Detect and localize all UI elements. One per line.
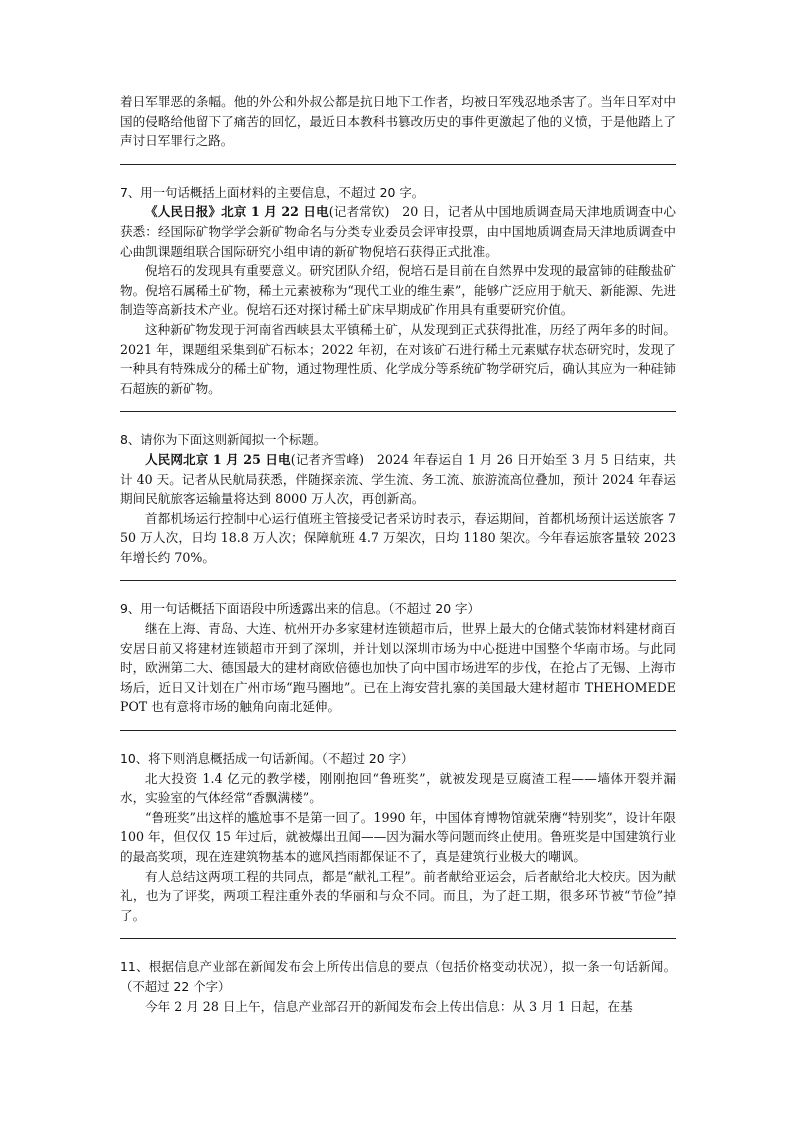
question-10-prompt: 10、将下则消息概括成一句话新闻。（不超过 20 字）: [120, 751, 414, 767]
question-10-paragraph-1: 北大投资 1.4 亿元的教学楼，刚刚抱回“鲁班奖”，就被发现是豆腐渣工程——墙体开裂并漏水，实验室的气体经常“香飘满楼”。: [120, 770, 676, 806]
question-8-paragraph-1: [120, 450, 676, 509]
question-9-paragraph-1: 继在上海、青岛、大连、杭州开办多家建材连锁超市后，世界上最大的仓储式装饰材料建材商百安居日前又将建材连锁超市开到了深圳，并计划以深圳市场为中心挺进中国整个华南市场。与此同时，欧洲第二大、德国最大的建材商欧倍德也加快了向中国市场进军的步伐，在抢占了无锡、上海市场后，近日又计划在广州市场“跑马圈地”。已在上海安营扎寨的美国最大建材超市 THEHOMEDEPOT 也有意将市场的触角向南北延伸。: [120, 621, 676, 715]
question-7: [120, 183, 676, 399]
question-10-paragraph-2: “鲁班奖”出这样的尴尬事不是第一回了。1990 年，中国体育博物馆就荣膺“特别奖”，设计年限 100 年，但仅仅 15 年过后，就被爆出丑闻——因为漏水等问题而终止使用。鲁班奖是中国建筑行业的最高奖项，现在连建筑物基本的遮风挡雨都保证不了，真是建筑行业极大的嘲讽。: [120, 809, 676, 864]
question-8-paragraph-2: 首都机场运行控制中心运行值班主管接受记者采访时表示，春运期间，首都机场预计运送旅客 750 万人次，日均 18.8 万人次；保障航班 4.7 万架次，日均 1180 架次。今年春运旅客量较 2023 年增长约 70%。: [120, 510, 676, 565]
question-7-paragraph-3: 这种新矿物发现于河南省西峡县太平镇稀土矿，从发现到正式获得批准，历经了两年多的时间。2021 年，课题组采集到矿石标本；2022 年初，在对该矿石进行稀土元素赋存状态研究时，发现了一种具有特殊成分的稀土矿物，通过物理性质、化学成分等系统矿物学研究后，确认其应为一种硅铈石超族的新矿物。: [120, 321, 676, 396]
question-11: [120, 957, 676, 1016]
divider: [120, 580, 676, 581]
news-dateline: 人民网北京 1 月 25 日电: [145, 451, 291, 467]
divider: [120, 730, 676, 731]
question-9: [120, 599, 676, 717]
question-8: [120, 430, 676, 567]
question-7-paragraph-1: [120, 202, 676, 261]
question-7-paragraph-2: 倪培石的发现具有重要意义。研究团队介绍，倪培石是目前在自然界中发现的最富铈的硅酸盐矿物。倪培石属稀土矿物，稀土元素被称为“现代工业的维生素”，能够广泛应用于航天、新能源、先进制造等高新技术产业。倪培石还对探讨稀土矿床早期成矿作用具有重要研究价值。: [120, 263, 676, 318]
divider: [120, 938, 676, 939]
question-7-prompt: 7、用一句话概括上面材料的主要信息，不超过 20 字。: [120, 184, 425, 200]
news-dateline: 《人民日报》北京 1 月 22 日电: [145, 204, 329, 220]
intro-paragraph: 着日军罪恶的条幅。他的外公和外叔公都是抗日地下工作者，均被日军残忍地杀害了。当年日军对中国的侵略给他留下了痛苦的回忆，最近日本教科书篡改历史的事件更激起了他的义愤，于是他踏上了声讨日军罪行之路。: [120, 94, 676, 149]
divider: [120, 164, 676, 165]
question-8-prompt: 8、请你为下面这则新闻拟一个标题。: [120, 432, 327, 448]
intro-section: [120, 92, 676, 151]
question-9-prompt: 9、用一句话概括下面语段中所透露出来的信息。（不超过 20 字）: [120, 601, 480, 617]
question-11-paragraph-1: 今年 2 月 28 日上午，信息产业部召开的新闻发布会上传出信息：从 3 月 1 日起，在基: [145, 998, 633, 1014]
question-10-paragraph-3: 有人总结这两项工程的共同点，都是“献礼工程”。前者献给亚运会，后者献给北大校庆。因为献礼，也为了评奖，两项工程注重外表的华丽和与众不同。而且，为了赶工期，很多环节被“节俭”掉了。: [120, 868, 676, 923]
question-10: [120, 749, 676, 925]
document-page: [120, 92, 676, 1016]
divider: [120, 411, 676, 412]
question-11-prompt: 11、根据信息产业部在新闻发布会上所传出信息的要点（包括价格变动状况），拟一条一句话新闻。（不超过 22 个字）: [120, 959, 676, 994]
news-body: (记者常钦) 20 日，记者从中国地质调查局天津地质调查中心获悉：经国际矿物学学会新矿物命名与分类专业委员会评审投票，由中国地质调查局天津地质调查中心曲凯课题组联合国际研究小组申请的新矿物倪培石获得正式批准。: [120, 204, 676, 259]
news-body: (记者齐雪峰) 2024 年春运自 1 月 26 日开始至 3 月 5 日结束，共计 40 天。记者从民航局获悉，伴随探亲流、学生流、务工流、旅游流高位叠加，预计 2024 年春运期间民航旅客运输量将达到 8000 万人次，再创新高。: [120, 451, 677, 507]
